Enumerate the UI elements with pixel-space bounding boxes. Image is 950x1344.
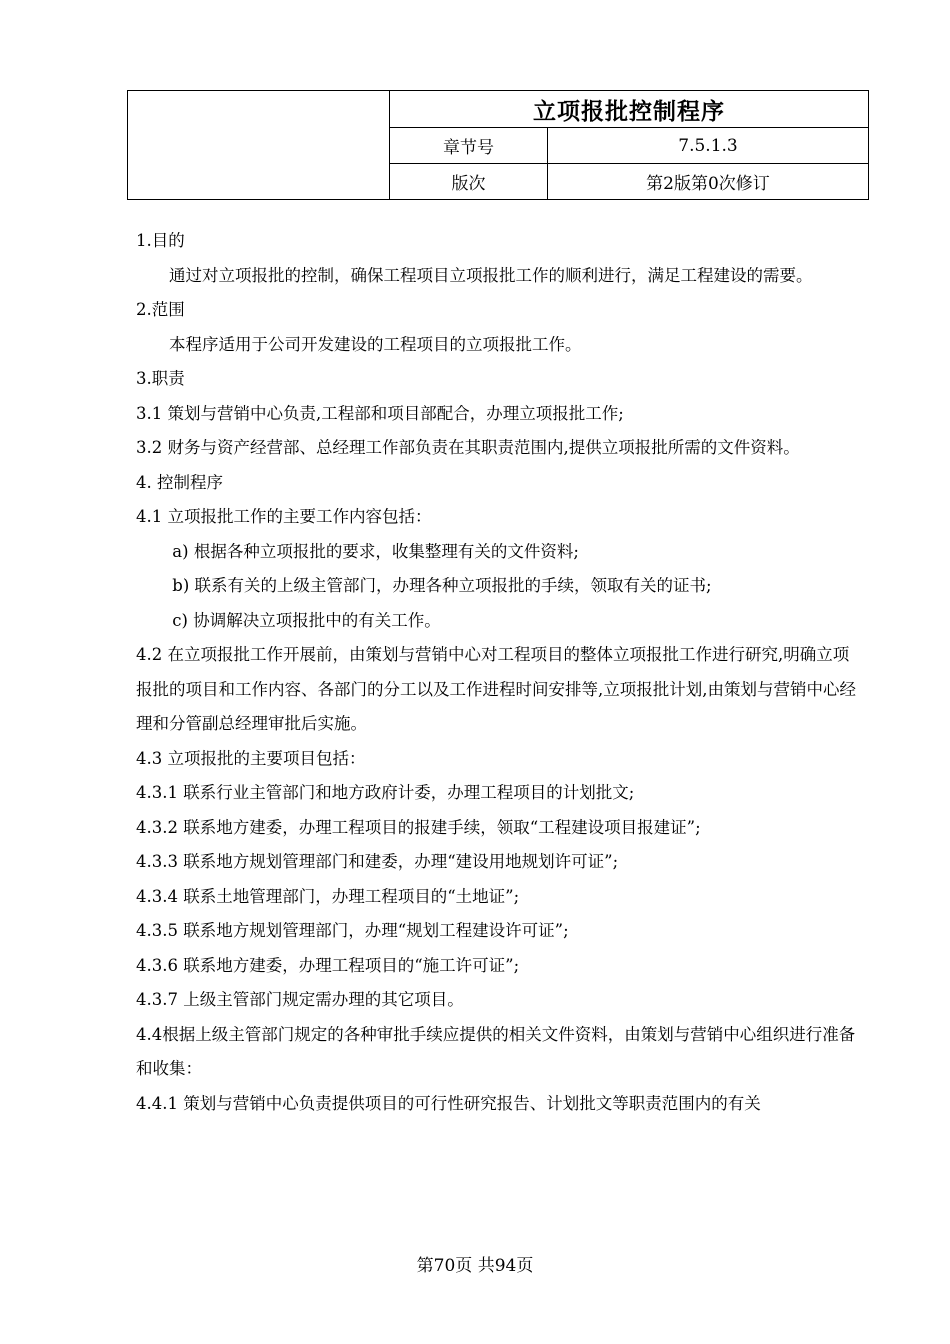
- paragraph: 3.2 财务与资产经营部、总经理工作部负责在其职责范围内,提供立项报批所需的文件资料。: [136, 438, 800, 457]
- paragraph: 通过对立项报批的控制，确保工程项目立项报批工作的顺利进行，满足工程建设的需要。: [169, 265, 813, 285]
- list-item: a) 根据各种立项报批的要求，收集整理有关的文件资料;: [172, 541, 579, 561]
- paragraph: 4.2 在立项报批工作开展前，由策划与营销中心对工程项目的整体立项报批工作进行研究,明确立项报批的项目和工作内容、各部门的分工以及工作进程时间安排等,立项报批计划,由策划与营销中心经理和分管副总经理审批后实施。: [136, 645, 856, 733]
- document-header-table: [127, 90, 869, 200]
- chapter-value: 7.5.1.3: [548, 128, 869, 164]
- list-item: 4.3.3 联系地方规划管理部门和建委，办理“建设用地规划许可证”;: [136, 852, 619, 871]
- chapter-label: 章节号: [390, 128, 548, 164]
- version-label: 版次: [390, 164, 548, 200]
- section-heading: 1.目的: [136, 231, 185, 250]
- paragraph: 4.1 立项报批工作的主要工作内容包括：: [136, 507, 432, 526]
- list-item: 4.3.6 联系地方建委，办理工程项目的“施工许可证”;: [136, 955, 520, 975]
- list-item: 4.3.5 联系地方规划管理部门，办理“规划工程建设许可证”;: [136, 921, 569, 940]
- section-heading: 4. 控制程序: [136, 472, 223, 492]
- list-item: c) 协调解决立项报批中的有关工作。: [172, 610, 441, 630]
- paragraph: 3.1 策划与营销中心负责,工程部和项目部配合，办理立项报批工作;: [136, 403, 624, 423]
- list-item: 4.3.2 联系地方建委，办理工程项目的报建手续，领取“工程建设项目报建证”;: [136, 817, 701, 837]
- paragraph: 本程序适用于公司开发建设的工程项目的立项报批工作。: [169, 334, 582, 354]
- logo-cell: [128, 91, 390, 200]
- document-title: 立项报批控制程序: [390, 91, 869, 128]
- section-heading: 2.范围: [136, 300, 185, 319]
- paragraph: 4.3 立项报批的主要项目包括：: [136, 748, 366, 768]
- paragraph: 4.4根据上级主管部门规定的各种审批手续应提供的相关文件资料，由策划与营销中心组织进行准备和收集：: [136, 1024, 856, 1078]
- list-item: 4.3.4 联系土地管理部门，办理工程项目的“土地证”;: [136, 886, 520, 906]
- paragraph: 4.4.1 策划与营销中心负责提供项目的可行性研究报告、计划批文等职责范围内的有关: [136, 1093, 761, 1113]
- document-body: [136, 224, 862, 1121]
- list-item: 4.3.7 上级主管部门规定需办理的其它项目。: [136, 990, 464, 1009]
- page-number: 第70页 共94页: [416, 1256, 534, 1276]
- list-item: 4.3.1 联系行业主管部门和地方政府计委，办理工程项目的计划批文;: [136, 783, 635, 802]
- version-value: 第2版第0次修订: [548, 164, 869, 200]
- list-item: b) 联系有关的上级主管部门，办理各种立项报批的手续，领取有关的证书;: [172, 576, 712, 595]
- section-heading: 3.职责: [136, 369, 185, 388]
